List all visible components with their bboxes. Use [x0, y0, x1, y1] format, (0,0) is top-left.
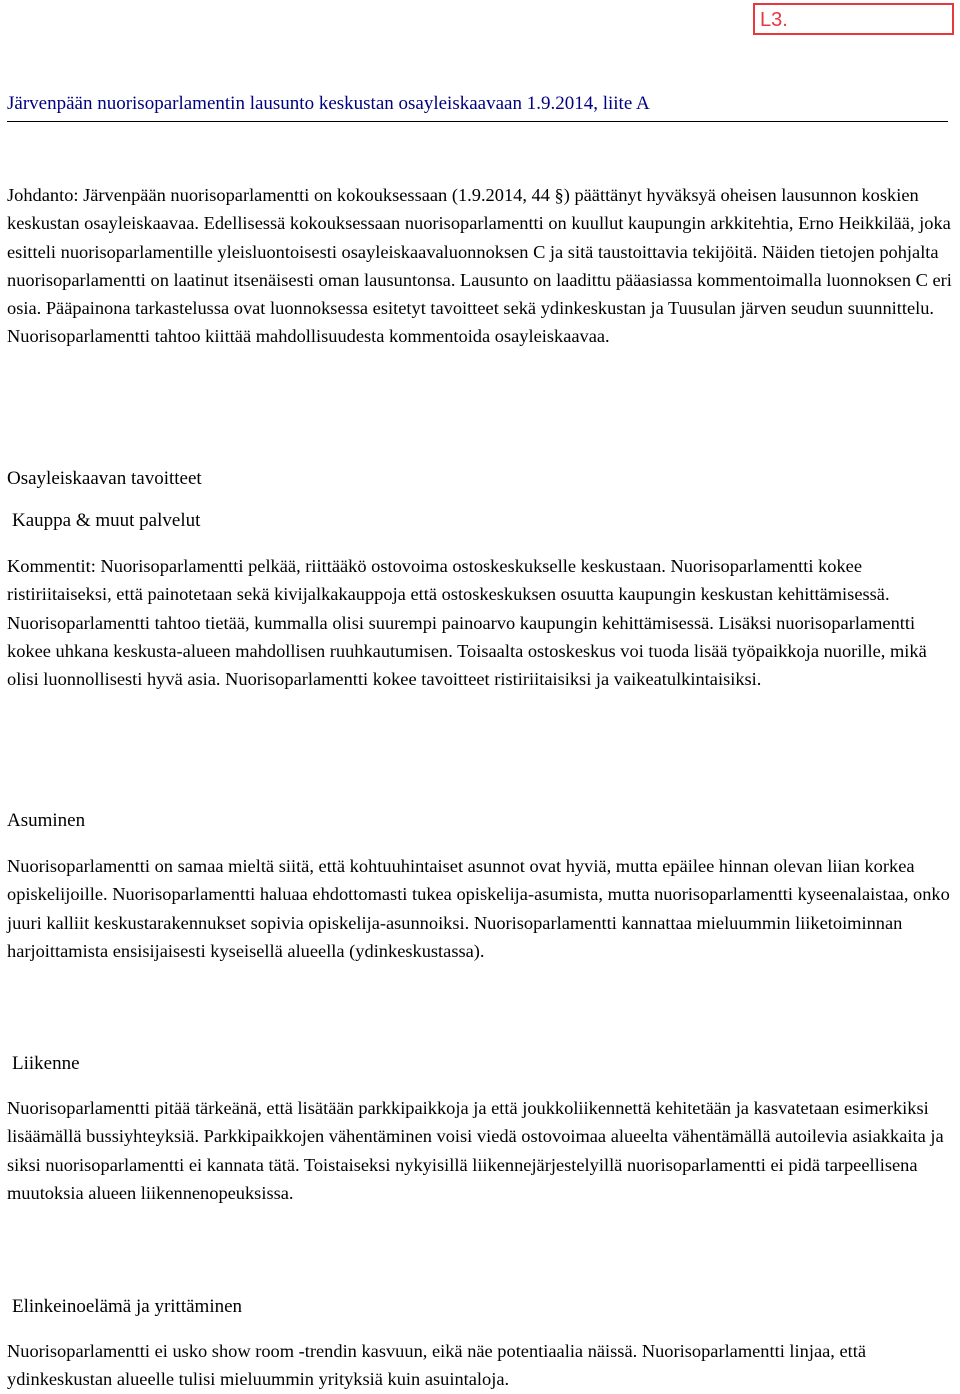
elinkeino-text: Nuorisoparlamentti ei usko show room -trendin kasvuun, eikä näe potentiaalia näissä. Nuorisoparlamentti linjaa, että ydinkeskustan alueelle tulisi mieluummin yrityksiä kuin asuintaloja. [7, 1341, 867, 1390]
document-header: Järvenpään nuorisoparlamentin lausunto keskustan osayleiskaavaan 1.9.2014, liite A [7, 90, 948, 122]
elinkeino-heading: Elinkeinoelämä ja yrittäminen [12, 1296, 243, 1317]
intro-paragraph: Johdanto: Järvenpään nuorisoparlamentti on kokouksessaan (1.9.2014, 44 §) päättänyt hyväksyä oheisen lausunnon koskien keskustan osayleiskaavaa. Edellisessä kokouksessaan nuorisoparlamentti on kuullut kaupungin arkkitehtia, Erno Heikkilää, joka esitteli nuorisoparlamentille yleisluontoisesti osayleiskaavaluonnoksen C ja sitä taustoittavia tekijöitä. Näiden tietojen pohjalta nuorisoparlamentti on laatinut itsenäisesti oman lausuntonsa. Lausunto on laadittu pääasiassa kommentoimalla luonnoksen C eri osia. Pääpainona tarkastelussa ovat luonnoksessa esitetyt tavoitteet sekä ydinkeskustan ja Tuusulan järven seudun suunnittelu. Nuorisoparlamentti tahtoo kiittää mahdollisuudesta kommentoida osayleiskaavaa. [7, 185, 952, 347]
kauppa-text: Kommentit: Nuorisoparlamentti pelkää, riittääkö ostovoima ostoskeskukselle keskustaan. Nuorisoparlamentti kokee ristiriitaiseksi, että painotetaan sekä kivijalkakauppoja että ostoskeskuksen osuutta kaupungin keskustan kehittämisessä. Nuorisoparlamentti tahtoo tietää, kummalla olisi suurempi painoarvo kaupungin kehittämisessä. Lisäksi nuorisoparlamentti kokee uhkana keskusta-alueen mahdollisen ruuhkautumisen. Toisaalta ostoskeskus voi tuoda lisää työpaikkoja nuorille, mikä olisi luonnollisesti hyvä asia. Nuorisoparlamentti kokee tavoitteet ristiriitaisiksi ja vaikeatulkintaisiksi. [7, 556, 927, 690]
asuminen-text: Nuorisoparlamentti on samaa mieltä siitä, että kohtuuhintaiset asunnot ovat hyviä, mutta epäilee hinnan olevan liian korkea opiskelijoille. Nuorisoparlamentti haluaa ehdottomasti tukea opiskelija-asumista, mutta nuorisoparlamentti kyseenalaistaa, onko juuri kalliit keskustarakennukset sopivia opiskelija-asunnoiksi. Nuorisoparlamentti kannattaa mieluummin liiketoiminnan harjoittamista ensisijaisesti kyseisellä alueella (ydinkeskustassa). [7, 856, 950, 961]
kauppa-heading: Kauppa & muut palvelut [12, 510, 201, 531]
asuminen-heading: Asuminen [7, 810, 86, 831]
liikenne-heading: Liikenne [12, 1053, 80, 1074]
liikenne-text: Nuorisoparlamentti pitää tärkeänä, että lisätään parkkipaikkoja ja että joukkoliikennettä kehitetään ja kasvatetaan esimerkiksi lisäämällä bussiyhteyksiä. Parkkipaikkojen vähentäminen voisi viedä ostovoimaa alueelta vähentämällä autoilevia asiakkaita ja siksi nuorisoparlamentti ei kannata tätä. Toistaiseksi nykyisillä liikennejärjestelyillä nuorisoparlamentti ei pidä tarpeellisena muutoksia alueen liikennenopeuksissa. [7, 1098, 944, 1203]
section-title: Osayleiskaavan tavoitteet [7, 468, 202, 489]
document-label: L3. [753, 3, 954, 35]
